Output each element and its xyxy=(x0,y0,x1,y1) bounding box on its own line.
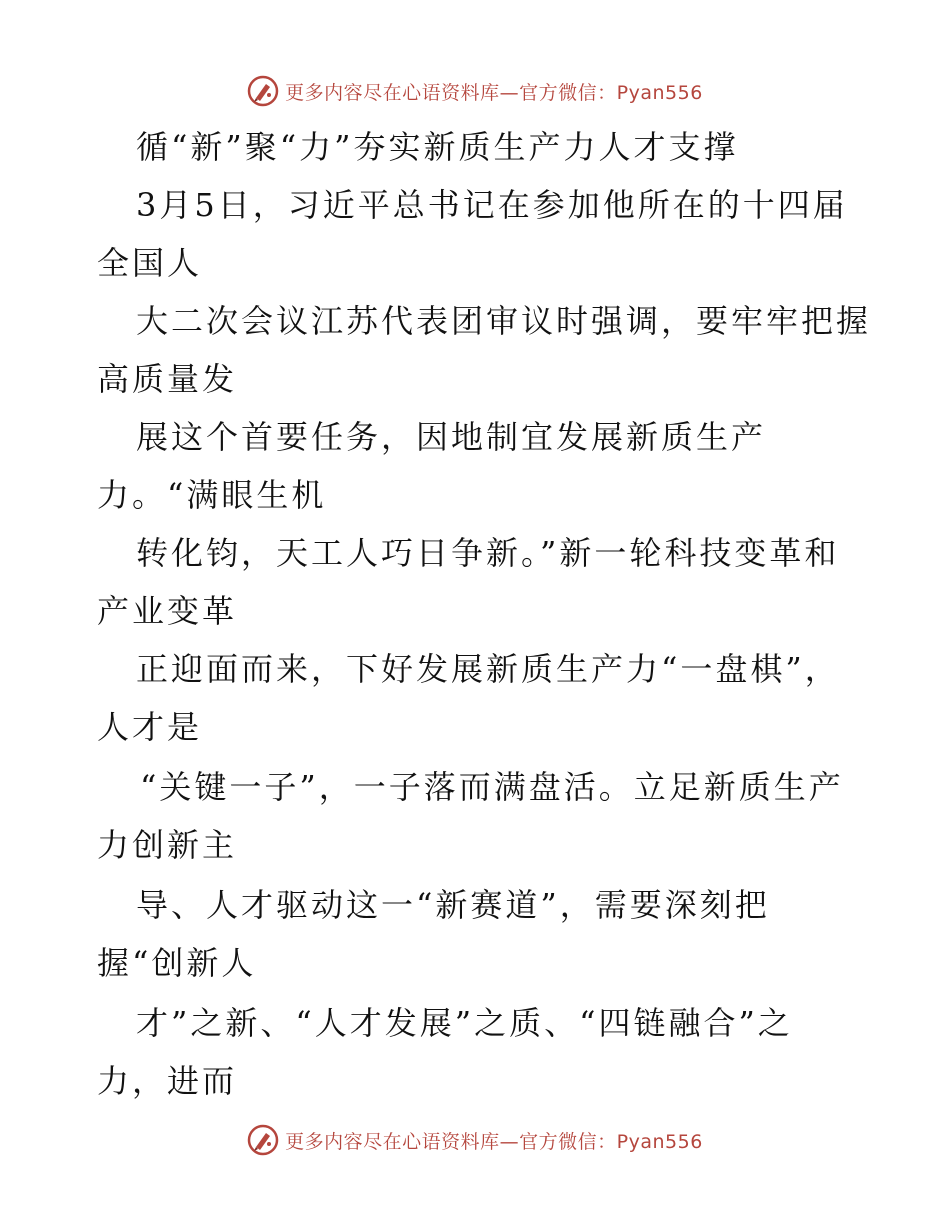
text-line: 力。“满眼生机 xyxy=(97,476,327,514)
text-line: 人才是 xyxy=(97,708,203,746)
text-line: 转化钧，天工人巧日争新。”新一轮科技变革和 xyxy=(136,534,840,572)
text-line: 力创新主 xyxy=(97,826,238,864)
header-banner xyxy=(0,71,950,111)
text-line: 大二次会议江苏代表团审议时强调，要牢牢把握 xyxy=(136,302,872,340)
footer-banner xyxy=(0,1120,950,1160)
text-line: 力，进而 xyxy=(97,1062,238,1100)
pen-logo-icon xyxy=(247,75,279,107)
text-line: 握“创新人 xyxy=(97,944,257,982)
footer-banner-text: 更多内容尽在心语资料库—官方微信：Pyan556 xyxy=(285,1130,703,1153)
text-line: 导、人才驱动这一“新赛道”，需要深刻把 xyxy=(136,886,770,924)
text-line: 正迎面而来，下好发展新质生产力“一盘棋”， xyxy=(136,650,840,688)
header-banner-text: 更多内容尽在心语资料库—官方微信：Pyan556 xyxy=(285,81,703,104)
text-line: “关键一子”，一子落而满盘活。立足新质生产 xyxy=(140,768,844,806)
text-line: 高质量发 xyxy=(97,360,238,398)
text-line: 才”之新、“人才发展”之质、“四链融合”之 xyxy=(136,1004,793,1042)
pen-logo-icon xyxy=(247,1124,279,1156)
text-line: 产业变革 xyxy=(97,592,238,630)
text-line: 全国人 xyxy=(97,244,203,282)
text-line: 3月5日，习近平总书记在参加他所在的十四届 xyxy=(136,186,848,224)
document-title: 循“新”聚“力”夯实新质生产力人才支撑 xyxy=(136,128,739,166)
text-line: 展这个首要任务，因地制宜发展新质生产 xyxy=(136,418,767,456)
